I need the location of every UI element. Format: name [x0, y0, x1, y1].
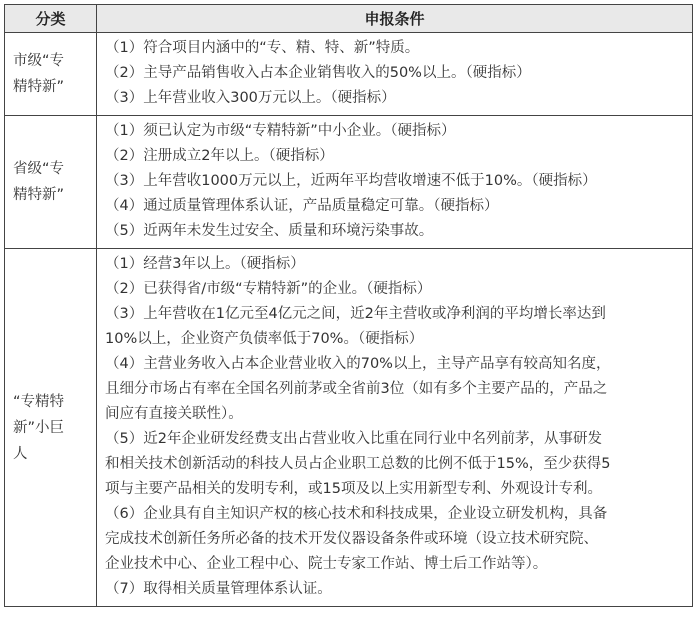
condition-text-line: （3）上年营收在1亿元至4亿元之间，近2年主营收或净利润的平均增长率达到 [105, 306, 606, 322]
condition-item [105, 502, 686, 577]
condition-text-line: （7）取得相关质量管理体系认证。 [105, 581, 332, 597]
category-label-line: 新”小巨 [13, 419, 65, 436]
condition-text-line: （4）主营业务收入占本企业营业收入的70%以上，主导产品享有较高知名度， [105, 356, 611, 372]
category-label-line: 省级“专 [13, 161, 65, 177]
condition-item [105, 36, 686, 61]
condition-text-line: （1）经营3年以上。（硬指标） [105, 256, 305, 272]
conditions-cell [97, 33, 693, 116]
condition-item [105, 277, 686, 302]
condition-text-line: （2）注册成立2年以上。（硬指标） [105, 148, 334, 164]
condition-text-line: （3）上年营业收入300万元以上。（硬指标） [105, 90, 396, 106]
requirements-table [4, 4, 693, 607]
category-label-line: 精特新” [13, 187, 65, 203]
condition-text-line: （2）已获得省/市级“专精特新”的企业。（硬指标） [105, 281, 432, 297]
condition-text-line: （1）须已认定为市级“专精特新”中小企业。（硬指标） [105, 123, 456, 139]
condition-item [105, 427, 686, 502]
condition-text-line: 10%以上，企业资产负债率低于70%。（硬指标） [105, 331, 424, 347]
table-row [5, 116, 693, 249]
condition-item [105, 219, 686, 244]
condition-item [105, 302, 686, 352]
header-row [5, 5, 693, 33]
header-conditions: 申报条件 [97, 5, 693, 33]
condition-text-line: （5）近两年未发生过安全、质量和环境污染事故。 [105, 223, 434, 239]
condition-text-line: （5）近2年企业研发经费支出占营业收入比重在同行业中名列前茅，从事研发 [105, 431, 602, 447]
condition-item [105, 577, 686, 602]
condition-text-line: 企业技术中心、企业工程中心、院士专家工作站、博士后工作站等）。 [105, 556, 548, 572]
condition-item [105, 194, 686, 219]
category-cell [5, 116, 97, 249]
category-cell [5, 249, 97, 607]
condition-text-line: （4）通过质量管理体系认证，产品质量稳定可靠。（硬指标） [105, 198, 499, 214]
category-cell [5, 33, 97, 116]
condition-text-line: 且细分市场占有率在全国名列前茅或全省前3位（如有多个主要产品的，产品之 [105, 381, 608, 397]
condition-text-line: （6）企业具有自主知识产权的核心技术和科技成果，企业设立研发机构，具备 [105, 506, 608, 522]
condition-text-line: 间应有直接关联性）。 [105, 406, 243, 422]
condition-text-line: 和相关技术创新活动的科技人员占企业职工总数的比例不低于15%，至少获得5 [105, 456, 611, 472]
condition-item [105, 86, 686, 111]
condition-text-line: （2）主导产品销售收入占本企业销售收入的50%以上。（硬指标） [105, 65, 531, 81]
category-label-line: 精特新” [13, 79, 65, 95]
header-category: 分类 [5, 5, 97, 33]
condition-item [105, 144, 686, 169]
condition-item [105, 252, 686, 277]
condition-text-line: 完成技术创新任务所必备的技术开发仪器设备条件或环境（设立技术研究院、 [105, 531, 598, 547]
condition-text-line: （1）符合项目内涵中的“专、精、特、新”特质。 [105, 40, 420, 56]
conditions-cell [97, 116, 693, 249]
category-label-line: 人 [13, 445, 28, 462]
category-label-line: “专精特 [13, 393, 65, 410]
condition-text-line: （3）上年营收1000万元以上，近两年平均营收增速不低于10%。（硬指标） [105, 173, 597, 189]
category-label-line: 市级“专 [13, 53, 65, 69]
table-row [5, 33, 693, 116]
condition-item [105, 169, 686, 194]
condition-text-line: 项与主要产品相关的发明专利，或15项及以上实用新型专利、外观设计专利。 [105, 481, 602, 497]
conditions-cell [97, 249, 693, 607]
condition-item [105, 119, 686, 144]
condition-item [105, 352, 686, 427]
condition-item [105, 61, 686, 86]
table-row [5, 249, 693, 607]
